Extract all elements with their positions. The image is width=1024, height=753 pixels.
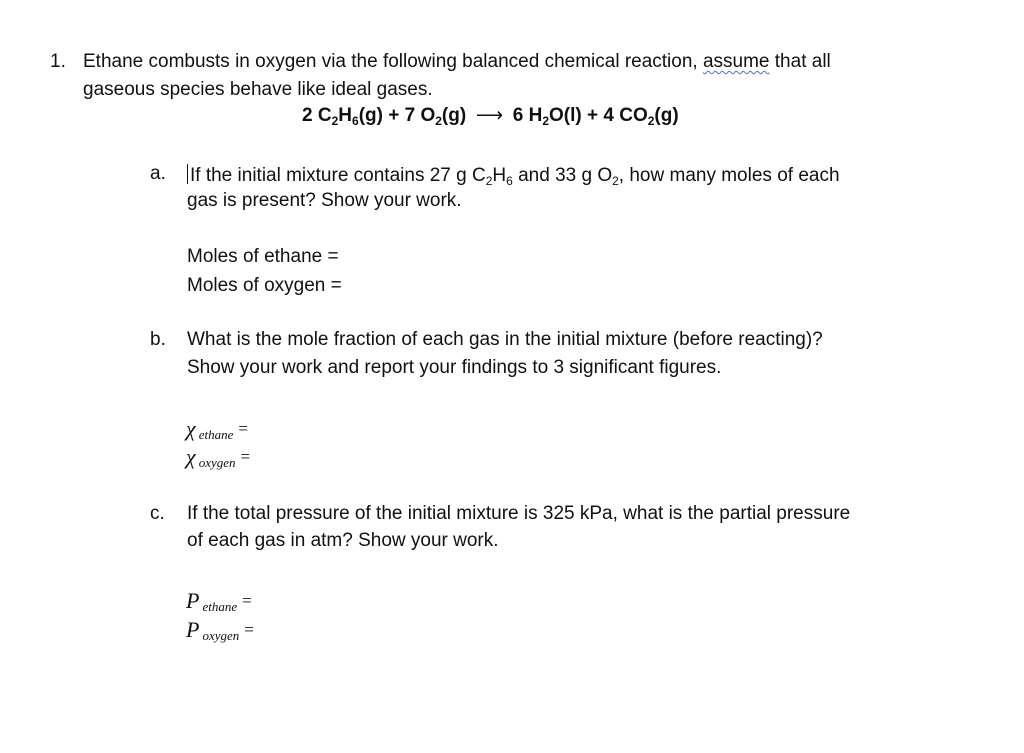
eq-sub: 2 [435,114,442,128]
eq-part: (g) [441,105,467,126]
equals-sign: = [240,447,251,466]
chemical-equation [302,105,679,128]
question-line-2: gaseous species behave like ideal gases. [83,79,433,100]
question-text-1: Ethane combusts in oxygen via the following balanced chemical reaction, [83,51,703,72]
part-a-letter: a. [150,163,166,184]
equals-sign: = [238,419,248,438]
eq-part: (g) [654,105,679,126]
part-c-line-1: If the total pressure of the initial mixture is 325 kPa, what is the partial pressure [187,503,851,524]
moles-oxygen-label: Moles of oxygen = [187,275,342,296]
eq-part: H [338,105,352,126]
part-a-sub: 2 [485,174,493,188]
question-number: 1. [50,51,66,72]
eq-sub: 2 [331,114,339,128]
part-a-sub: 2 [612,174,619,188]
eq-part: 2 C [302,105,332,126]
eq-sub: 2 [542,114,550,128]
part-a-line-1 [187,164,840,188]
pressure-symbol: P [186,588,200,613]
spellcheck-word: assume [702,51,770,72]
part-a-text: and 33 g O [512,165,613,186]
chi-symbol: χ [186,444,196,469]
pressure-subscript: oxygen [202,628,240,643]
chi-oxygen [186,446,250,469]
part-c-line-2: of each gas in atm? Show your work. [187,530,499,551]
part-b-line-1: What is the mole fraction of each gas in the initial mixture (before reacting)? [187,329,823,350]
part-a-text: , how many moles of each [618,165,840,186]
part-a-sub: 6 [506,174,513,188]
chi-subscript: oxygen [198,455,236,470]
question-line-1 [83,52,831,71]
part-a-line-2: gas is present? Show your work. [187,190,462,211]
question-text-2: that all [769,51,831,72]
part-b-letter: b. [150,329,166,350]
eq-part: 6 H [507,105,543,126]
part-b-line-2: Show your work and report your findings to 3 significant figures. [187,357,722,378]
p-ethane [186,590,252,613]
pressure-subscript: ethane [202,599,238,614]
eq-sub: 2 [647,114,655,128]
chi-symbol: χ [186,416,196,441]
text-cursor [187,164,188,184]
chi-ethane [186,418,248,441]
part-a-text: H [492,165,507,186]
eq-part: (g) + 7 O [358,105,436,126]
p-oxygen [186,619,254,642]
chi-subscript: ethane [198,427,234,442]
equals-sign: = [242,591,252,610]
reaction-arrow: ⟶ [475,105,504,126]
pressure-symbol: P [186,617,200,642]
eq-sub: 6 [352,114,359,128]
eq-part: O(l) + 4 CO [549,105,648,126]
moles-ethane-label: Moles of ethane = [187,246,339,267]
part-c-letter: c. [150,503,165,524]
equals-sign: = [244,620,254,639]
part-a-text: If the initial mixture contains 27 g C [190,165,486,186]
